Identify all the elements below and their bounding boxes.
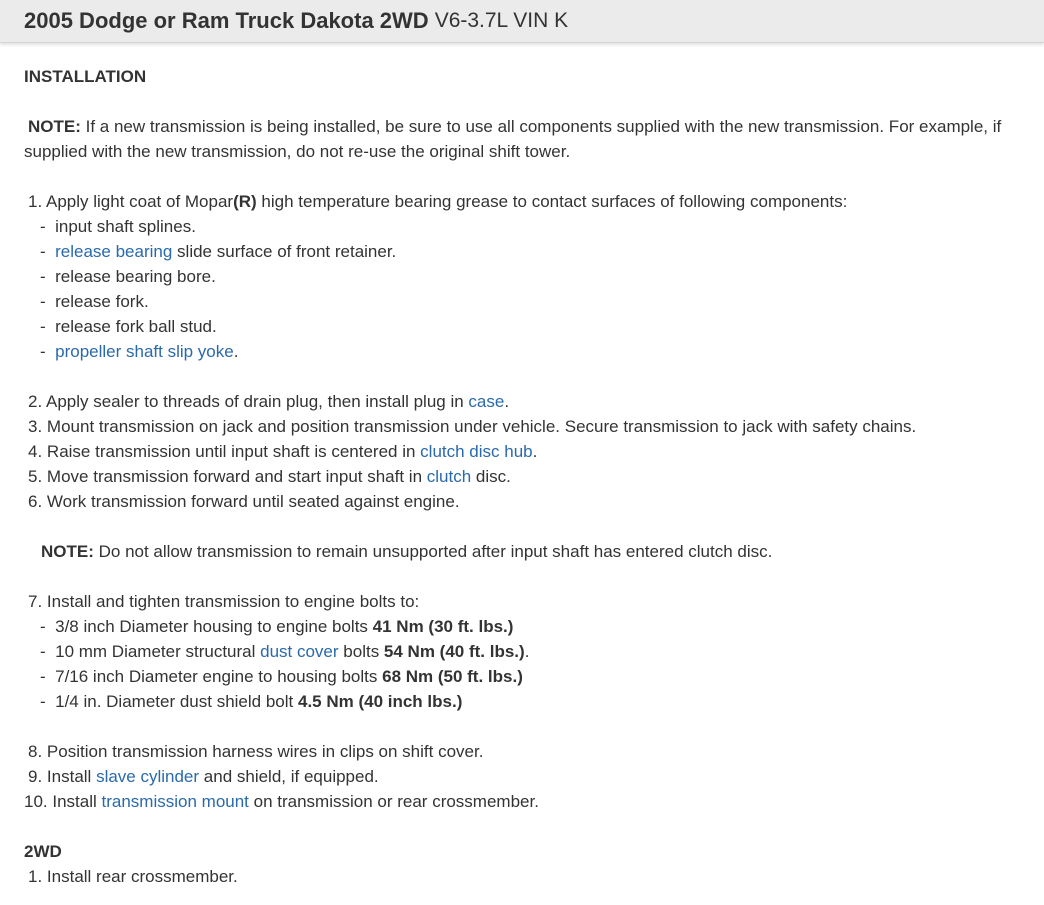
dash-bullet: - xyxy=(40,642,46,661)
sub-item xyxy=(40,289,149,314)
sub-item xyxy=(40,214,196,239)
dash-bullet: - xyxy=(40,667,46,686)
step-text: Apply sealer to threads of drain plug, then install plug in xyxy=(45,392,469,411)
torque-item-text: 7/16 inch Diameter engine to housing bolts xyxy=(55,667,383,686)
step-number: 2. xyxy=(28,392,43,411)
torque-item xyxy=(40,614,513,639)
sub-item xyxy=(40,314,217,339)
step-number: 6. xyxy=(28,492,43,511)
sub-item-text: . xyxy=(233,342,239,361)
step-text: Position transmission harness wires in clips on shift cover. xyxy=(46,742,484,761)
sub-item-text: release bearing bore. xyxy=(55,267,216,286)
case-link[interactable]: case xyxy=(468,392,505,411)
dash-bullet: - xyxy=(40,692,46,711)
torque-item-text: . xyxy=(524,642,530,661)
slave-cylinder-link[interactable]: slave cylinder xyxy=(96,767,200,786)
torque-item-text: 1/4 in. Diameter dust shield bolt xyxy=(55,692,298,711)
step-text: . xyxy=(532,442,538,461)
step-7 xyxy=(28,589,419,614)
dash-bullet: - xyxy=(40,342,46,361)
note-text: If a new transmission is being installed, be sure to use all components supplied with the new transmission. For example, if xyxy=(80,117,1002,136)
step-text: Move transmission forward and start input shaft in xyxy=(46,467,427,486)
step-text: Apply light coat of Mopar xyxy=(45,192,234,211)
vehicle-title: 2005 Dodge or Ram Truck Dakota 2WD xyxy=(24,8,429,33)
sub-item xyxy=(40,339,238,364)
note-label: NOTE: xyxy=(28,117,81,136)
sub-item xyxy=(40,239,396,264)
sub-item-text: slide surface of front retainer. xyxy=(172,242,397,261)
dash-bullet: - xyxy=(40,292,46,311)
clutch-disc-hub-link[interactable]: clutch disc hub xyxy=(420,442,533,461)
sub-item-text: release fork ball stud. xyxy=(55,317,217,336)
step-number: 9. xyxy=(28,767,43,786)
step-text: Raise transmission until input shaft is centered in xyxy=(46,442,421,461)
dash-bullet: - xyxy=(40,217,46,236)
step-number: 1. xyxy=(28,867,43,886)
torque-item-text: bolts xyxy=(338,642,384,661)
step-5 xyxy=(28,464,511,489)
step-3 xyxy=(28,414,916,439)
step-10 xyxy=(24,789,539,814)
dust-cover-link[interactable]: dust cover xyxy=(260,642,339,661)
sub-item-text: input shaft splines. xyxy=(55,217,196,236)
torque-item xyxy=(40,639,529,664)
step-2 xyxy=(28,389,509,414)
step-text: Install and tighten transmission to engine bolts to: xyxy=(46,592,420,611)
step-number: 5. xyxy=(28,467,43,486)
step-text: Install rear crossmember. xyxy=(46,867,238,886)
transmission-mount-link[interactable]: transmission mount xyxy=(101,792,249,811)
step-8 xyxy=(28,739,483,764)
propeller-shaft-slip-yoke-link[interactable]: propeller shaft slip yoke xyxy=(55,342,234,361)
step-text: . xyxy=(504,392,510,411)
clutch-link[interactable]: clutch xyxy=(426,467,472,486)
torque-value: 41 Nm (30 ft. lbs.) xyxy=(372,617,514,636)
step-9 xyxy=(28,764,379,789)
note-line-1 xyxy=(28,114,1001,139)
step-text: disc. xyxy=(471,467,511,486)
step-text: Install xyxy=(52,792,102,811)
note-text: Do not allow transmission to remain unsupported after input shaft has entered clutch disc. xyxy=(93,542,773,561)
step-2wd-1 xyxy=(28,864,238,889)
engine-spec: V6-3.7L VIN K xyxy=(434,9,569,32)
sub-item-text: release fork. xyxy=(55,292,149,311)
torque-value: 54 Nm (40 ft. lbs.) xyxy=(383,642,525,661)
torque-item xyxy=(40,664,523,689)
step-text: and shield, if equipped. xyxy=(199,767,379,786)
note-line-2: supplied with the new transmission, do not re-use the original shift tower. xyxy=(24,142,571,161)
note-2 xyxy=(41,539,772,564)
torque-item-text: 10 mm Diameter structural xyxy=(55,642,261,661)
sub-item xyxy=(40,264,216,289)
step-text: Install xyxy=(46,767,97,786)
step-number: 4. xyxy=(28,442,43,461)
section-2wd-title: 2WD xyxy=(24,842,62,861)
step-6 xyxy=(28,489,460,514)
torque-item xyxy=(40,689,462,714)
page-header xyxy=(0,0,1044,43)
torque-value: 68 Nm (50 ft. lbs.) xyxy=(382,667,523,686)
dash-bullet: - xyxy=(40,617,46,636)
torque-value: 4.5 Nm (40 inch lbs.) xyxy=(297,692,463,711)
step-number: 8. xyxy=(28,742,43,761)
step-text: high temperature bearing grease to contact surfaces of following components: xyxy=(256,192,848,211)
step-text: Work transmission forward until seated against engine. xyxy=(46,492,460,511)
step-number: 1. xyxy=(28,192,43,211)
step-number: 10. xyxy=(24,792,48,811)
section-title: INSTALLATION xyxy=(24,67,147,86)
dash-bullet: - xyxy=(40,317,46,336)
dash-bullet: - xyxy=(40,242,46,261)
registered-mark: (R) xyxy=(233,192,257,211)
dash-bullet: - xyxy=(40,267,46,286)
step-number: 3. xyxy=(28,417,43,436)
torque-item-text: 3/8 inch Diameter housing to engine bolts xyxy=(55,617,373,636)
step-text: Mount transmission on jack and position transmission under vehicle. Secure transmission to jack with safety chains. xyxy=(46,417,917,436)
release-bearing-link[interactable]: release bearing xyxy=(55,242,173,261)
step-1 xyxy=(28,189,847,214)
step-number: 7. xyxy=(28,592,43,611)
step-4 xyxy=(28,439,537,464)
step-text: on transmission or rear crossmember. xyxy=(248,792,539,811)
note-label: NOTE: xyxy=(41,542,94,561)
